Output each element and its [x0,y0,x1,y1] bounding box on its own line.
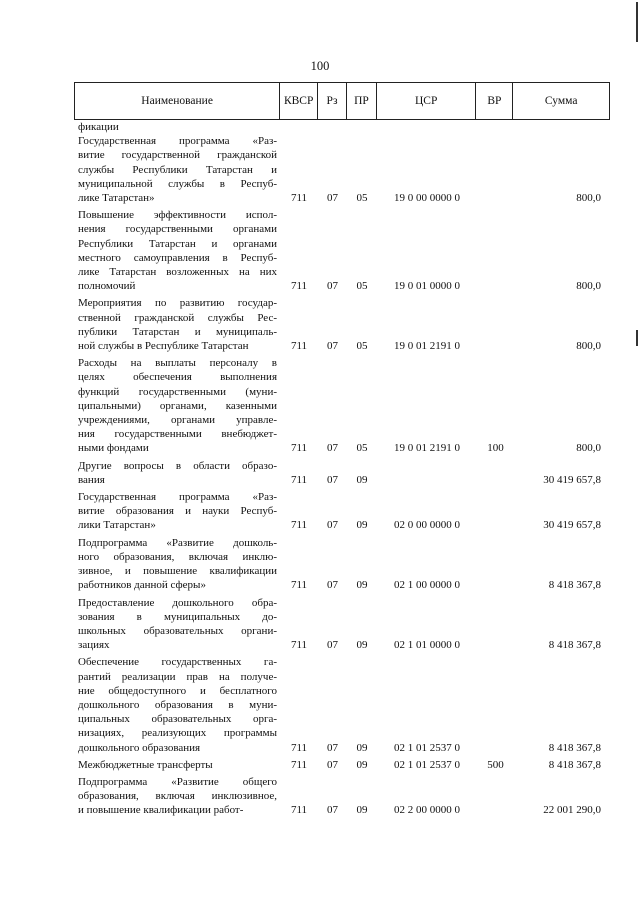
row-name-line: целях обеспечения выполнения [78,371,277,384]
table-row [74,655,610,754]
row-name [74,775,280,818]
row-kvsr: 711 [290,442,308,455]
row-name-line: муниципальной службы в Респуб- [78,177,277,190]
row-sum: 8 418 367,8 [548,639,601,652]
row-csr: 02 1 00 0000 0 [394,579,460,592]
row-name-line: местного самоуправления в Респуб- [78,251,277,264]
row-vr: 500 [487,758,504,771]
row-csr: 19 0 01 2191 0 [394,442,460,455]
row-name-line: работников данной сферы» [78,579,206,592]
row-csr: 19 0 01 2191 0 [394,340,460,353]
row-sum: 22 001 290,0 [543,804,601,817]
row-csr: 19 0 01 0000 0 [394,280,460,293]
row-kvsr: 711 [290,639,308,652]
row-pr: 09 [356,519,368,532]
table-body [74,120,610,818]
row-rz: 07 [327,804,338,817]
row-sum: 800,0 [576,192,601,205]
table-header [74,82,610,120]
row-name-line: учреждениями, органами управле- [78,414,277,427]
row-name-line: ными фондами [78,442,149,455]
row-name [74,208,280,293]
row-name-line: витие государственной гражданской [78,149,277,162]
row-name-line: рантий реализации прав на получе- [78,670,277,683]
row-pr: 09 [356,579,368,592]
row-name-line: лике Татарстан» [78,192,155,205]
row-rz: 07 [327,473,338,486]
row-name [74,655,280,754]
row-csr: 19 0 00 0000 0 [394,192,460,205]
row-rz: 07 [327,519,338,532]
table-row [74,536,610,593]
row-rz: 07 [327,579,338,592]
row-kvsr: 711 [290,804,308,817]
table-row [74,356,610,455]
row-name [74,296,280,353]
row-rz: 07 [327,192,338,205]
row-sum: 8 418 367,8 [548,579,601,592]
row-name-line: ния государственными внебюджет- [78,428,277,441]
row-sum: 800,0 [576,280,601,293]
row-csr: 02 2 00 0000 0 [394,804,460,817]
table-row [74,758,610,772]
row-name-line: ципальных образовательных орга- [78,713,277,726]
row-pr: 05 [356,340,368,353]
row-rz: 07 [327,758,338,771]
row-name-line: школьных образовательных органи- [78,624,277,637]
row-name-line: витие образования и науки Респуб- [78,505,277,518]
table-row [74,775,610,818]
row-name [74,459,280,487]
row-rz: 07 [327,280,338,293]
row-name-line: Обеспечение государственных га- [78,656,277,669]
row-name-line: Мероприятия по развитию государ- [78,297,277,310]
row-name [74,356,280,455]
row-pr: 09 [356,639,368,652]
page-number: 100 [310,59,330,73]
header-vr: ВР [476,83,513,119]
row-pr: 09 [356,758,368,771]
row-kvsr: 711 [290,280,308,293]
row-vr: 100 [487,442,504,455]
row-name-line: дошкольного образования [78,741,201,754]
header-sum: Сумма [544,95,578,107]
row-name-line: вания [78,473,105,486]
row-name-line: лики Татарстан» [78,519,156,532]
row-name-line: ние общедоступного и бесплатного [78,684,277,697]
table-row [74,134,610,205]
row-name-line: Республики Татарстан и органами [78,237,277,250]
row-name [74,120,280,134]
row-name-line: зования в муниципальных до- [78,610,277,623]
row-kvsr: 711 [290,192,308,205]
table-row [74,596,610,653]
header-csr: ЦСР [377,83,477,119]
row-pr: 05 [356,442,368,455]
row-name-line: Повышение эффективности испол- [78,209,277,222]
row-name-line: Подпрограмма «Развитие дошколь- [78,536,277,549]
row-csr: 02 1 01 2537 0 [394,758,460,771]
row-name-line: зивное, и повышение квалификации [78,565,277,578]
row-name-line: Государственная программа «Раз- [78,135,277,148]
row-rz: 07 [327,442,338,455]
scan-edge-mark [636,2,638,42]
row-sum: 800,0 [576,442,601,455]
row-name [74,134,280,205]
row-kvsr: 711 [290,519,308,532]
row-name-line: Расходы на выплаты персоналу в [78,357,277,370]
row-csr: 02 1 01 2537 0 [394,741,460,754]
row-csr: 02 0 00 0000 0 [394,519,460,532]
header-pr: ПР [347,83,377,119]
header-kvsr: КВСР [280,83,318,119]
row-name-line: функций государственными (муни- [78,385,277,398]
row-name [74,536,280,593]
row-rz: 07 [327,639,338,652]
row-sum: 8 418 367,8 [548,758,601,771]
row-name-line: полномочий [78,280,136,293]
row-name-line: ной службы в Республике Татарстан [78,340,249,353]
row-pr: 05 [356,280,368,293]
row-rz: 07 [327,741,338,754]
row-name-line: Межбюджетные трансферты [78,758,213,771]
row-name-line: службы Республики Татарстан и [78,163,277,176]
row-kvsr: 711 [290,579,308,592]
table-row [74,208,610,293]
header-rz: Рз [318,83,347,119]
table-row [74,120,610,134]
row-sum: 30 419 657,8 [543,519,601,532]
row-name-line: низациях, реализующих программы [78,727,277,740]
row-kvsr: 711 [290,758,308,771]
row-name [74,758,280,772]
row-name-line: образования, включая инклюзивное, [78,790,277,803]
row-name-line: Подпрограмма «Развитие общего [78,775,277,788]
row-name-line: ственной гражданской службы Рес- [78,311,277,324]
header-name: Наименование [75,83,280,119]
table-row [74,296,610,353]
row-name-line: ципальными) органами, казенными [78,399,277,412]
row-name [74,490,280,533]
row-csr: 02 1 01 0000 0 [394,639,460,652]
row-name-line: Предоставление дошкольного обра- [78,596,277,609]
scan-edge-mark [636,330,638,346]
row-name-line: Государственная программа «Раз- [78,491,277,504]
row-name-line: публики Татарстан и муниципаль- [78,325,277,338]
row-name-line: и повышение квалификации работ- [78,804,244,817]
row-kvsr: 711 [290,741,308,754]
table-row [74,459,610,487]
row-sum: 30 419 657,8 [543,473,601,486]
row-name-line: нения государственными органами [78,223,277,236]
row-kvsr: 711 [290,473,308,486]
row-pr: 09 [356,473,368,486]
row-pr: 09 [356,804,368,817]
row-name-line: зациях [78,639,110,652]
row-sum: 800,0 [576,340,601,353]
row-pr: 09 [356,741,368,754]
row-name-line: дошкольного образования в муни- [78,698,277,711]
row-name-line: фикации [78,121,119,133]
table-row [74,490,610,533]
row-sum: 8 418 367,8 [548,741,601,754]
row-name-line: Другие вопросы в области образо- [78,459,277,472]
row-name-line: лике Татарстан возложенных на них [78,266,277,279]
row-name-line: ного образования, включая инклю- [78,550,277,563]
row-rz: 07 [327,340,338,353]
row-pr: 05 [356,192,368,205]
row-name [74,596,280,653]
row-kvsr: 711 [290,340,308,353]
